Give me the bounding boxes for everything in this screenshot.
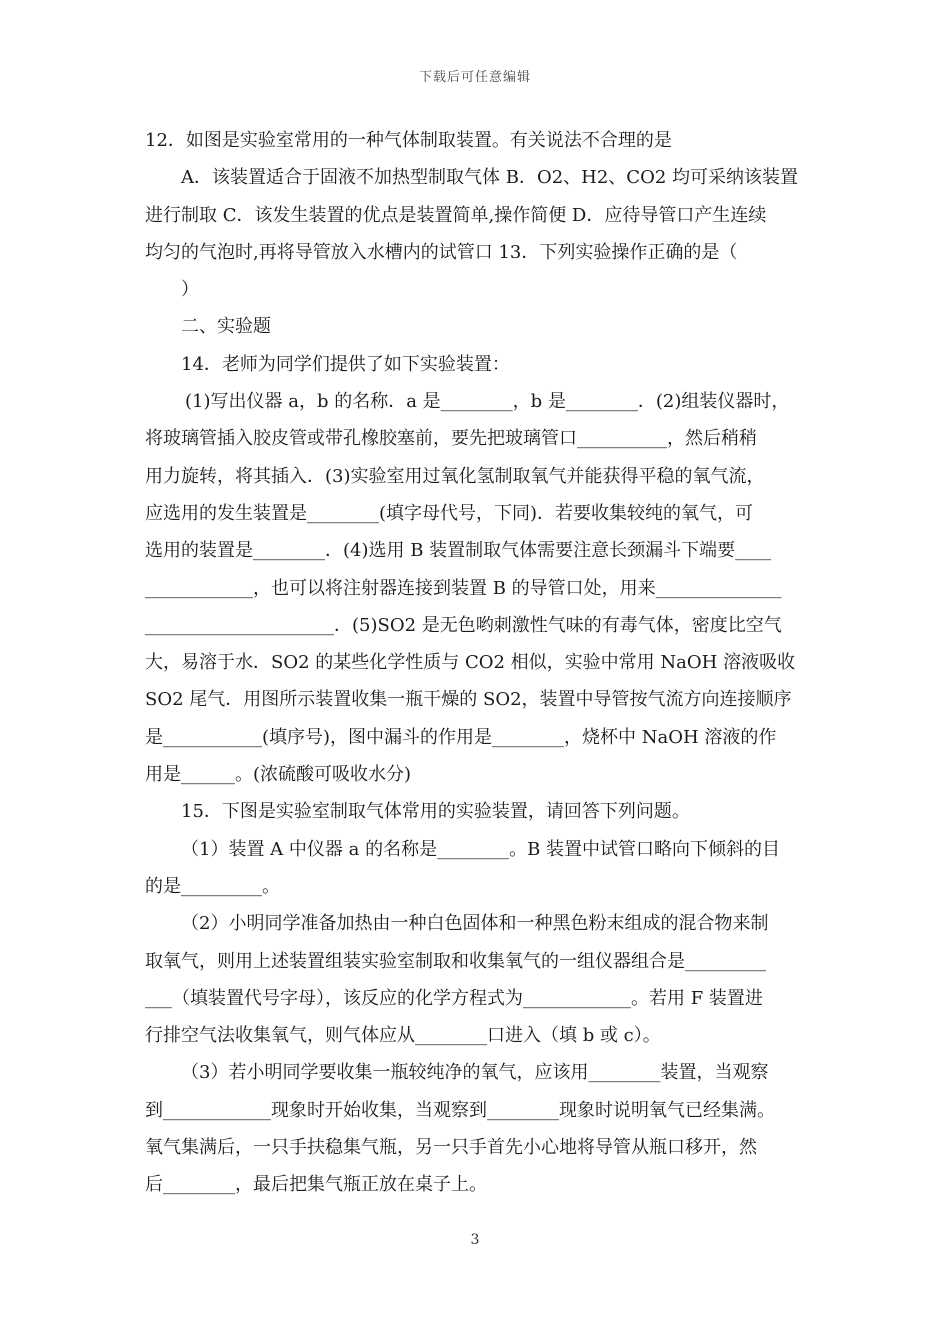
question-15-part-3: 后________，最后把集气瓶正放在桌子上。 <box>145 1174 487 1196</box>
question-15-part-3: 到____________现象时开始收集，当观察到________现象时说明氧气已经集满。 <box>145 1099 775 1121</box>
question-14-text: SO2 尾气．用图所示装置收集一瓶干燥的 SO2，装置中导管按气流方向连接顺序 <box>145 689 792 711</box>
question-15-part-3: 氧气集满后，一只手扶稳集气瓶，另一只手首先小心地将导管从瓶口移开，然 <box>145 1137 757 1159</box>
question-14-text: _____________________．(5)SO2 是无色哟刺激性气味的有毒气体，密度比空气 <box>145 614 782 636</box>
question-14-text: (1)写出仪器 a，b 的名称．a 是________，b 是________．(2)组装仪器时， <box>185 391 790 413</box>
section-heading: 二、实验题 <box>181 316 271 338</box>
question-14-text: 选用的装置是________．(4)选用 B 装置制取气体需要注意长颈漏斗下端要____ <box>145 540 772 562</box>
question-15-stem: 15．下图是实验室制取气体常用的实验装置，请回答下列问题。 <box>181 801 690 823</box>
question-13-paren: ） <box>181 279 199 301</box>
question-14-stem: 14．老师为同学们提供了如下实验装置： <box>181 353 510 375</box>
question-15-part-2: 行排空气法收集氧气，则气体应从________口进入（填 b 或 c）。 <box>145 1025 661 1047</box>
question-14-text: 用力旋转，将其插入．(3)实验室用过氧化氢制取氧气并能获得平稳的氧气流， <box>145 465 765 487</box>
question-14-text: 应选用的发生装置是________(填字母代号，下同)．若要收集较纯的氧气，可 <box>145 502 754 524</box>
page-number: 3 <box>470 1232 480 1248</box>
question-12-stem: 12．如图是实验室常用的一种气体制取装置。有关说法不合理的是 <box>145 130 672 151</box>
question-12-options: A．该装置适合于固液不加热型制取气体 B．O2、H2、CO2 均可采纳该装置 <box>181 167 799 189</box>
question-15-part-2: 取氧气，则用上述装置组装实验室制取和收集氧气的一组仪器组合是_________ <box>145 950 766 972</box>
question-15-part-3: （3）若小明同学要收集一瓶较纯净的氧气，应该用________装置，当观察 <box>181 1062 769 1084</box>
question-14-text: ____________，也可以将注射器连接到装置 B 的导管口处，用来______________ <box>145 577 782 599</box>
document-body <box>145 122 810 1204</box>
question-15-part-2: （2）小明同学准备加热由一种白色固体和一种黑色粉末组成的混合物来制 <box>181 913 769 935</box>
question-14-text: 将玻璃管插入胶皮管或带孔橡胶塞前，要先把玻璃管口__________，然后稍稍 <box>145 428 757 450</box>
question-14-text: 大，易溶于水．SO2 的某些化学性质与 CO2 相似，实验中常用 NaOH 溶液吸收 <box>145 652 796 674</box>
question-15-part-1: 的是_________。 <box>145 875 280 897</box>
question-15-part-2: ___（填装置代号字母），该反应的化学方程式为____________。若用 F 装置进 <box>145 987 763 1009</box>
question-12-options-cont: 进行制取 C．该发生装置的优点是装置简单,操作简便 D．应待导管口产生连续 <box>145 204 767 226</box>
question-15-part-1: （1）装置 A 中仪器 a 的名称是________。B 装置中试管口略向下倾斜的目 <box>181 838 781 860</box>
question-14-text: 用是______。(浓硫酸可吸收水分) <box>145 764 412 786</box>
page-header: 下载后可任意编辑 <box>418 70 531 85</box>
question-13-stem: 均匀的气泡时,再将导管放入水槽内的试管口 13．下列实验操作正确的是（ <box>145 241 738 263</box>
question-14-text: 是___________(填序号)，图中漏斗的作用是________，烧杯中 NaOH 溶液的作 <box>145 726 777 748</box>
